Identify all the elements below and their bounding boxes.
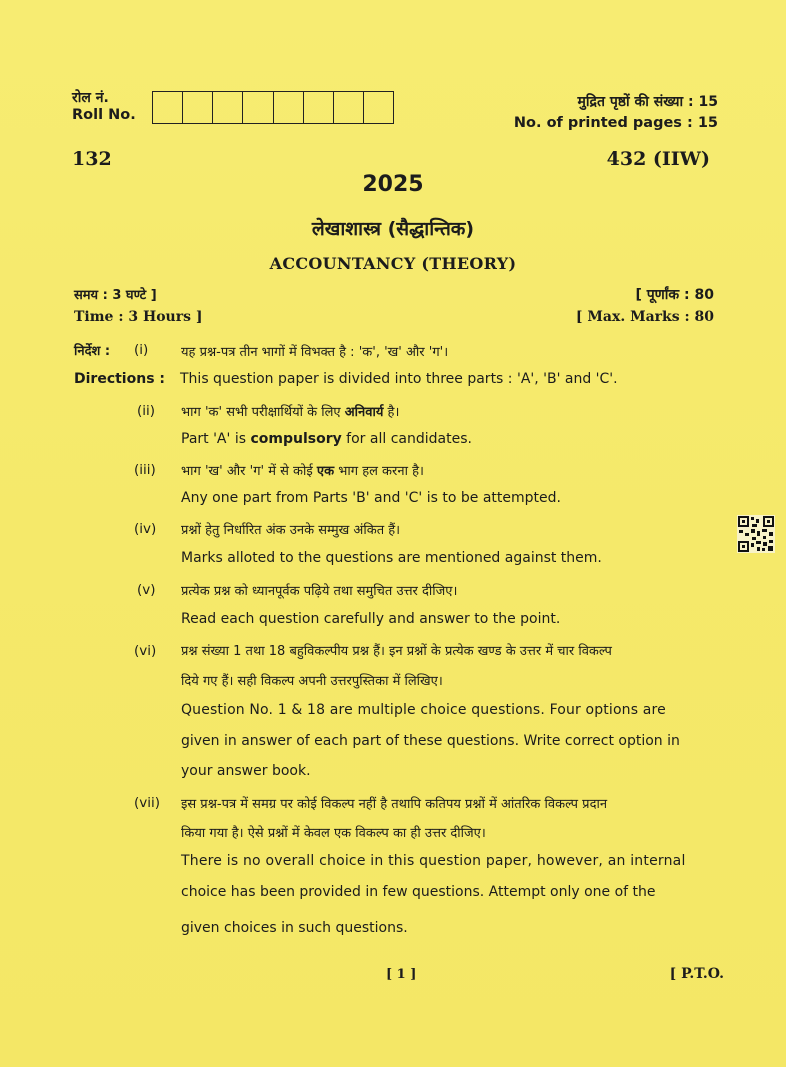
- direction-text-hi: भाग 'क' सभी परीक्षार्थियों के लिए अनिवार्य है।: [181, 405, 400, 420]
- direction-text-en: This question paper is divided into three parts : 'A', 'B' and 'C'.: [180, 371, 618, 387]
- roll-digit-box[interactable]: [243, 92, 273, 123]
- roll-digit-box[interactable]: [304, 92, 334, 123]
- direction-text-en: given in answer of each part of these questions. Write correct option in: [181, 733, 680, 749]
- marks-en: [ Max. Marks : 80: [575, 309, 714, 325]
- direction-text-en: There is no overall choice in this question paper, however, an internal: [181, 853, 686, 869]
- paper-code-right: 432 (IIW): [606, 148, 710, 170]
- direction-number: (vii): [134, 795, 161, 811]
- pto-label: [ P.T.O.: [669, 966, 724, 982]
- time-hi: समय : 3 घण्टे ]: [74, 288, 157, 303]
- direction-text-en: Part 'A' is compulsory for all candidates.: [181, 431, 472, 447]
- roll-label-en: Roll No.: [72, 107, 136, 123]
- page-number: [ 1 ]: [386, 967, 417, 982]
- roll-digit-box[interactable]: [274, 92, 304, 123]
- roll-label-hi: रोल नं.: [72, 90, 109, 106]
- direction-number: (iii): [134, 462, 156, 478]
- directions-label-hi: निर्देश :: [74, 344, 111, 359]
- direction-text-en: given choices in such questions.: [181, 920, 408, 936]
- printed-pages-hi: मुद्रित पृष्ठों की संख्या : 15: [577, 94, 718, 110]
- paper-code-left: 132: [72, 148, 112, 170]
- direction-text-hi: भाग 'ख' और 'ग' में से कोई एक भाग हल करना है।: [181, 464, 424, 479]
- exam-year: 2025: [362, 172, 424, 197]
- time-en: Time : 3 Hours ]: [74, 309, 203, 325]
- qr-code-icon: [737, 515, 775, 553]
- direction-number: (vi): [134, 643, 157, 659]
- direction-number: (i): [134, 342, 149, 358]
- roll-digit-box[interactable]: [364, 92, 393, 123]
- directions-label-en: Directions :: [74, 371, 165, 387]
- direction-text-hi: इस प्रश्न-पत्र में समग्र पर कोई विकल्प नहीं है तथापि कतिपय प्रश्नों में आंतरिक विकल्प प्रदान: [181, 797, 608, 812]
- subject-title-en: ACCOUNTANCY (THEORY): [269, 254, 517, 273]
- direction-text-en: choice has been provided in few questions. Attempt only one of the: [181, 884, 656, 900]
- marks-hi: [ पूर्णांक : 80: [635, 287, 714, 303]
- roll-digit-box[interactable]: [183, 92, 213, 123]
- direction-text-en: Question No. 1 & 18 are multiple choice questions. Four options are: [181, 702, 666, 718]
- direction-text-en: Any one part from Parts 'B' and 'C' is to be attempted.: [181, 490, 561, 506]
- direction-text-en: Read each question carefully and answer to the point.: [181, 611, 561, 627]
- direction-number: (ii): [137, 403, 156, 419]
- roll-digit-box[interactable]: [213, 92, 243, 123]
- direction-text-en: Marks alloted to the questions are mentioned against them.: [181, 550, 602, 566]
- direction-number: (v): [137, 582, 156, 598]
- direction-text-hi: प्रत्येक प्रश्न को ध्यानपूर्वक पढ़िये तथा समुचित उत्तर दीजिए।: [181, 584, 458, 599]
- subject-title-hi: लेखाशास्त्र (सैद्धान्तिक): [311, 218, 475, 240]
- roll-digit-box[interactable]: [334, 92, 364, 123]
- roll-number-boxes[interactable]: [152, 91, 394, 124]
- direction-text-en: your answer book.: [181, 763, 311, 779]
- direction-text-hi: प्रश्न संख्या 1 तथा 18 बहुविकल्पीय प्रश्न हैं। इन प्रश्नों के प्रत्येक खण्ड के उत्तर में चार विकल्प: [181, 644, 612, 659]
- direction-text-hi: यह प्रश्न-पत्र तीन भागों में विभक्त है : 'क', 'ख' और 'ग'।: [181, 345, 449, 360]
- roll-digit-box[interactable]: [153, 92, 183, 123]
- direction-text-hi: प्रश्नों हेतु निर्धारित अंक उनके सम्मुख अंकित हैं।: [181, 523, 401, 538]
- printed-pages-en: No. of printed pages : 15: [513, 115, 718, 131]
- direction-number: (iv): [134, 521, 157, 537]
- direction-text-hi: दिये गए हैं। सही विकल्प अपनी उत्तरपुस्तिका में लिखिए।: [181, 674, 443, 689]
- direction-text-hi: किया गया है। ऐसे प्रश्नों में केवल एक विकल्प का ही उत्तर दीजिए।: [181, 826, 486, 841]
